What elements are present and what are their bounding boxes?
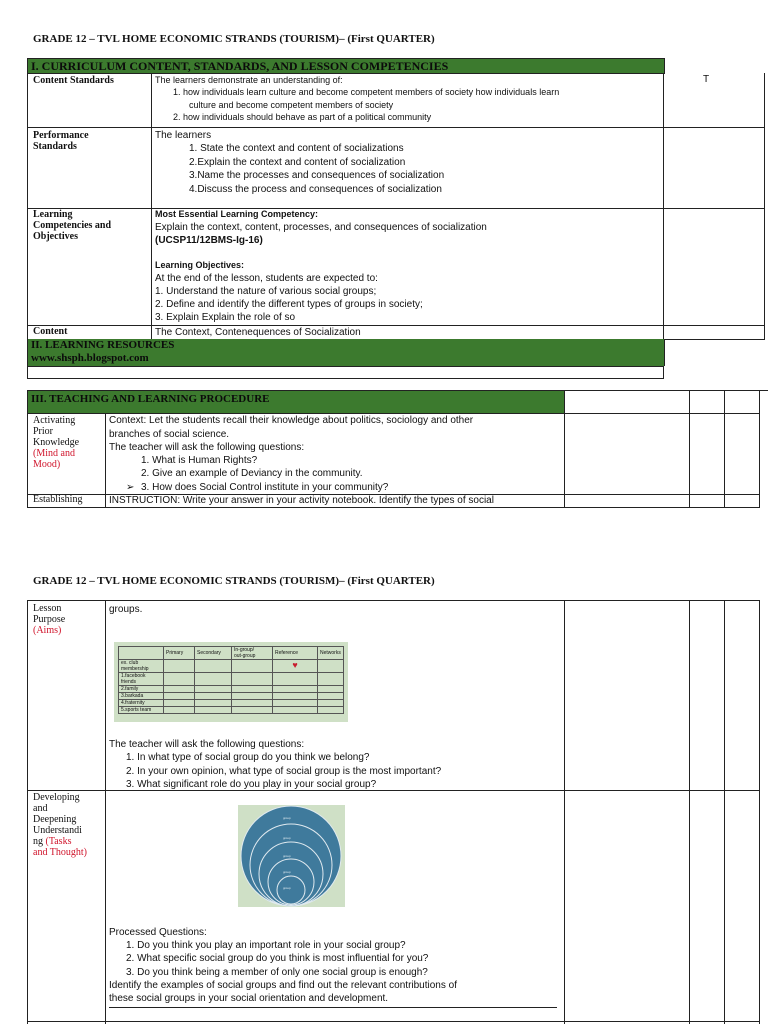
objectives-title: Learning Objectives: xyxy=(155,260,245,270)
activating-line: Context: Let the students recall their knowledge about politics, sociology and other xyxy=(109,415,474,426)
lesson-purpose-label-red: (Aims) xyxy=(33,625,62,636)
content-standards-item: 1. how individuals learn culture and become competent members of society how individuals learn xyxy=(173,87,560,97)
lesson-purpose-label: Lesson Purpose (Aims) xyxy=(33,603,66,636)
activating-question: 2. Give an example of Deviancy in the community. xyxy=(141,468,363,479)
activating-question: 3. How does Social Control institute in your community? xyxy=(141,482,389,493)
content-standards-item: 2. how individuals should behave as part of a political community xyxy=(173,112,432,122)
side-mark: T xyxy=(703,74,710,85)
closing-underline xyxy=(109,1007,557,1008)
objectives-intro: At the end of the lesson, students are expected to: xyxy=(155,273,378,284)
processed-question: 3. Do you think being a member of only one social group is enough? xyxy=(126,967,428,978)
lesson-purpose-question: 2. In your own opinion, what type of social group is the most important? xyxy=(126,766,442,777)
activating-question: 1. What is Human Rights? xyxy=(141,455,258,466)
processed-question: 1. Do you think you play an important role in your social group? xyxy=(126,940,406,951)
social-groups-worksheet-figure xyxy=(114,642,348,722)
activating-label: Activating Prior Knowledge (Mind and Mood) xyxy=(33,415,80,470)
content-standards-intro: The learners demonstrate an understanding of: xyxy=(155,75,343,85)
concentric-circles xyxy=(238,805,345,907)
activating-label-red: (Mind and Mood) xyxy=(33,448,75,470)
circle-label: group xyxy=(283,816,291,820)
content-text: The Context, Contenequences of Socialization xyxy=(155,327,361,338)
section-3-title: III. TEACHING AND LEARNING PROCEDURE xyxy=(31,393,270,405)
developing-label-red: (Tasks and Thought) xyxy=(33,836,87,858)
section-1-header xyxy=(27,58,665,74)
melc-code: (UCSP11/12BMS-Ig-16) xyxy=(155,235,263,246)
content-standards-label: Content Standards xyxy=(33,75,114,86)
processed-question: 2. What specific social group do you think is most influential for you? xyxy=(126,953,429,964)
social-circles-figure xyxy=(238,805,345,907)
activating-line: branches of social science. xyxy=(109,429,230,440)
circle-label: group xyxy=(283,886,291,890)
performance-standards-intro: The learners xyxy=(155,130,212,141)
section-2-title: II. LEARNING RESOURCES xyxy=(31,339,175,351)
performance-standards-item: 4.Discuss the process and consequences of socialization xyxy=(189,184,442,195)
lesson-purpose-intro: The teacher will ask the following questions: xyxy=(109,739,305,750)
establishing-label: Establishing xyxy=(33,494,83,505)
performance-standards-item: 1. State the context and content of socializations xyxy=(189,143,404,154)
lesson-purpose-question: 3. What significant role do you play in your social group? xyxy=(126,779,377,790)
developing-closing: these social groups in your social orientation and development. xyxy=(109,993,389,1004)
arrow-bullet-icon: ➢ xyxy=(126,482,135,493)
lesson-purpose-continuation: groups. xyxy=(109,604,143,615)
section-2-header xyxy=(27,339,665,366)
worksheet-table: Primary Secondary In-group/ out-group Reference Networks ex. club membership ♥ 1.facebook friends 2.family 3.barkada 4.fraternity 5.sports team xyxy=(118,646,344,714)
lesson-purpose-question: 1. In what type of social group do you think we belong? xyxy=(126,752,370,763)
circle-label: group xyxy=(283,870,291,874)
performance-standards-label: Performance Standards xyxy=(33,130,89,152)
content-label: Content xyxy=(33,326,68,337)
processed-title: Processed Questions: xyxy=(109,927,207,938)
heart-icon: ♥ xyxy=(292,660,298,670)
page-title: GRADE 12 – TVL HOME ECONOMIC STRANDS (TOURISM)– (First QUARTER) xyxy=(33,33,435,45)
performance-standards-item: 2.Explain the context and content of socialization xyxy=(189,157,406,168)
developing-label: Developing and Deepening Understandi ng (Tasks and Thought) xyxy=(33,792,87,858)
melc-title: Most Essential Learning Competency: xyxy=(155,209,319,219)
page-2-title: GRADE 12 – TVL HOME ECONOMIC STRANDS (TOURISM)– (First QUARTER) xyxy=(33,575,435,587)
section-1-title: I. CURRICULUM CONTENT, STANDARDS, AND LESSON COMPETENCIES xyxy=(31,59,449,73)
melc-text: Explain the context, content, processes, and consequences of socialization xyxy=(155,222,487,233)
performance-standards-item: 3.Name the processes and consequences of socialization xyxy=(189,170,445,181)
content-standards-item: culture and become competent members of society xyxy=(189,100,394,110)
objective-item: 2. Define and identify the different types of groups in society; xyxy=(155,299,423,310)
circle-label: group xyxy=(283,854,291,858)
developing-closing: Identify the examples of social groups and find out the relevant contributions of xyxy=(109,980,457,991)
objective-item: 3. Explain Explain the role of so xyxy=(155,312,296,323)
competencies-label: Learning Competencies and Objectives xyxy=(33,209,112,242)
establishing-text: INSTRUCTION: Write your answer in your activity notebook. Identify the types of social xyxy=(109,495,494,506)
objective-item: 1. Understand the nature of various social groups; xyxy=(155,286,377,297)
resource-url[interactable]: www.shsph.blogspot.com xyxy=(31,352,149,364)
activating-line: The teacher will ask the following questions: xyxy=(109,442,305,453)
circle-label: group xyxy=(283,836,291,840)
